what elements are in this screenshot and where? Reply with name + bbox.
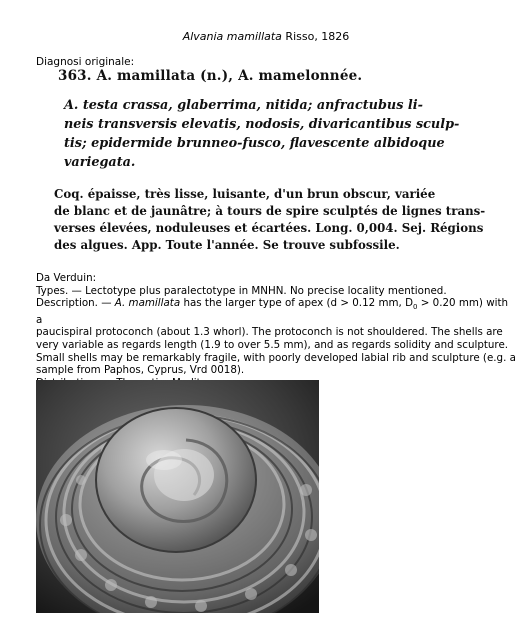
latin-line: tis; epidermide brunneo-fusco, flavescente albidoque <box>64 136 445 151</box>
latin-line: variegata. <box>64 155 136 170</box>
description-line: Small shells may be remarkably fragile, with poorly developed labial rib and sculpture (e.g. a <box>36 351 516 364</box>
description-first-line <box>36 297 516 326</box>
verduin-label: Da Verduin: <box>36 272 97 284</box>
diagnosi-label: Diagnosi originale: <box>36 56 135 68</box>
latin-line: A. testa crassa, glaberrima, nitida; anfractubus li- <box>64 98 423 113</box>
description-text: has the larger type of apex (d > 0.12 mm, D <box>180 297 413 310</box>
description-prefix: Description. — <box>36 297 115 310</box>
description-text-end: > 0.20 mm) with a <box>36 297 509 326</box>
latin-diagnosis <box>64 96 460 172</box>
title-author: Risso, 1826 <box>285 30 350 43</box>
french-line: Coq. épaisse, très lisse, luisante, d'un brun obscur, variée <box>54 187 436 201</box>
verduin-section <box>36 272 516 389</box>
original-diagnosis-scan <box>48 68 486 268</box>
types-paragraph: Types. — Lectotype plus paralectotype in MNHN. No precise locality mentioned. <box>36 284 447 297</box>
description-line: very variable as regards length (1.9 to over 5.5 mm), and as regards solidity and sculpture. <box>36 339 509 352</box>
shell-apex-image <box>36 380 319 613</box>
french-line: de blanc et de jaunâtre; à tours de spire sculptés de lignes trans- <box>54 204 486 218</box>
latin-line: neis transversis elevatis, nodosis, divaricantibus sculp- <box>64 117 460 132</box>
french-line: des algues. App. Toute l'année. Se trouve subfossile. <box>54 238 400 252</box>
french-description <box>54 186 486 254</box>
shell-apex-photo <box>36 380 319 613</box>
title-species: Alvania mamillata <box>182 30 282 43</box>
description-species: A. mamillata <box>114 297 181 310</box>
description-line: paucispiral protoconch (about 1.3 whorl). The protoconch is not shouldered. The shells are <box>36 326 503 339</box>
description-line: sample from Paphos, Cyprus, Vrd 0018). <box>36 364 245 377</box>
description-subscript: 0 <box>413 303 418 312</box>
original-heading: 363. A. mamillata (n.), A. mamelonnée. <box>58 68 363 84</box>
page-title <box>0 30 532 43</box>
french-line: verses élevées, noduleuses et écartées. Long. 0,004. Sej. Régions <box>54 221 484 235</box>
